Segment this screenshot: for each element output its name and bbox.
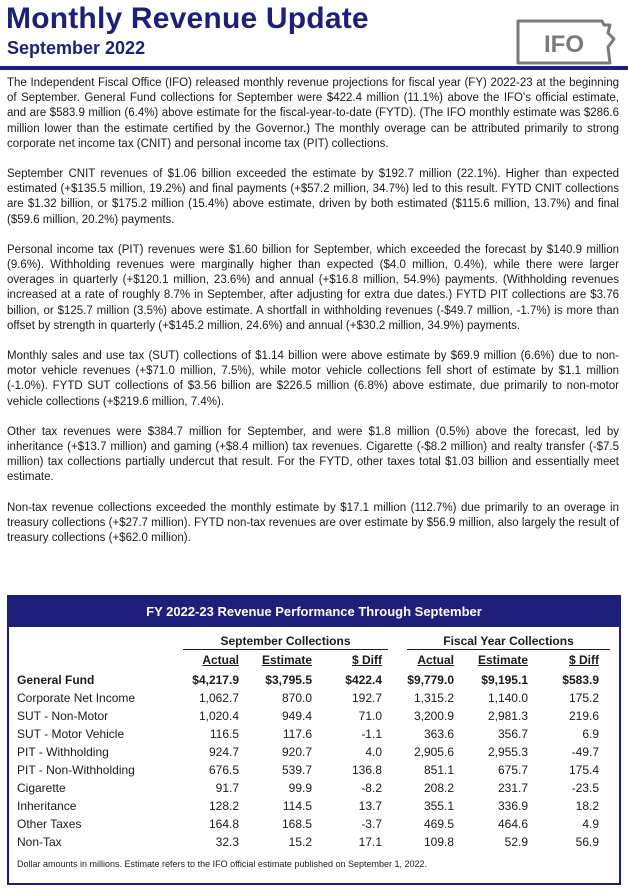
row-label: SUT - Non-Motor [17, 709, 109, 723]
col-header-fy-diff: $ Diff [569, 653, 599, 667]
cell-sep-actual: 1,062.7 [198, 691, 239, 705]
cell-fy-diff: 219.6 [568, 709, 599, 723]
cell-sep-diff: -3.7 [361, 817, 382, 831]
cell-sep-actual: 676.5 [208, 763, 239, 777]
cell-sep-estimate: 99.9 [288, 781, 312, 795]
cell-sep-estimate: 949.4 [281, 709, 312, 723]
col-header-sep-estimate: Estimate [261, 653, 312, 667]
paragraph-cnit: September CNIT revenues of $1.06 billion exceeded the estimate by $192.7 million (22.1%). Higher than expected estimated (+$135.5 million, 19.2%) and final payments (+$57.2 million, 34.7%) led to this result. FYTD CNIT collections are $1.32 billion, or $175.2 million (15.4%) above estimate, driven by both estimated ($115.6 million, 13.7%) and final ($59.6 million, 20.2%) payments. [7, 168, 619, 226]
page-header [0, 0, 628, 68]
cell-sep-estimate: $3,795.5 [265, 673, 312, 687]
cell-sep-estimate: 15.2 [288, 835, 312, 849]
cell-fy-diff: 56.9 [575, 835, 599, 849]
report-body [7, 76, 619, 561]
cell-sep-diff: 4.0 [365, 745, 382, 759]
table-row [9, 781, 619, 798]
paragraph-overview: The Independent Fiscal Office (IFO) released monthly revenue projections for fiscal year (FY) 2022-23 at the beginning of September. General Fund collections for September were $422.4 million (11.1%) above the IFO's official estimate, and are $583.9 million (6.4%) above estimate for the fiscal-year-to-date (FYTD). (The IFO monthly estimate was $286.6 million lower than the estimate certified by the Governor.) The monthly overage can be attributed primarily to strong corporate net income tax (CNIT) and personal income tax (PIT) collections. [7, 77, 619, 150]
cell-sep-diff: 71.0 [358, 709, 382, 723]
cell-fy-estimate: 52.9 [504, 835, 528, 849]
paragraph-pit: Personal income tax (PIT) revenues were $1.60 billion for September, which exceeded the forecast by $140.9 million (9.6%). Withholding revenues were marginally higher than expected ($4.0 million, 0.4%), while there were larger overages in quarterly (+$120.1 million, 23.6%) and annual (+$16.8 million, 54.9%) payments. (Withholding revenues increased at a rate of roughly 8.7% in September, after adjusting for extra due dates.) FYTD PIT collections are $3.76 billion, or $125.7 million (3.5%) above estimate. A shortfall in withholding revenues (-$49.7 million, -1.7%) is more than offset by strength in quarterly (+$145.2 million, 24.6%) and annual (+$30.2 million, 34.9%) payments. [7, 243, 619, 332]
cell-fy-actual: 3,200.9 [413, 709, 454, 723]
table-title: FY 2022-23 Revenue Performance Through September [9, 597, 619, 627]
cell-sep-estimate: 114.5 [282, 799, 312, 813]
cell-fy-actual: 208.2 [423, 781, 454, 795]
ifo-logo-text: IFO [544, 31, 584, 58]
table-row [9, 799, 619, 816]
table-row [9, 745, 619, 762]
ifo-logo [516, 17, 616, 65]
row-label: Cigarette [17, 781, 66, 795]
cell-sep-diff: 17.1 [358, 835, 382, 849]
row-label: Non-Tax [17, 835, 62, 849]
cell-fy-diff: -49.7 [571, 745, 599, 759]
september-collections-header: September Collections [183, 634, 388, 650]
col-header-sep-actual: Actual [202, 653, 239, 667]
table-row [9, 727, 619, 744]
cell-fy-actual: 851.1 [423, 763, 454, 777]
table-row [9, 763, 619, 780]
cell-fy-actual: 469.5 [423, 817, 454, 831]
cell-fy-estimate: 356.7 [497, 727, 528, 741]
row-label: PIT - Withholding [17, 745, 109, 759]
row-label: Inheritance [17, 799, 77, 813]
cell-fy-diff: 4.9 [582, 817, 599, 831]
row-label: General Fund [17, 673, 95, 687]
cell-fy-estimate: $9,195.1 [481, 673, 528, 687]
cell-fy-diff: $583.9 [562, 673, 599, 687]
cell-sep-estimate: 920.7 [281, 745, 312, 759]
cell-sep-diff: -8.2 [361, 781, 382, 795]
cell-sep-diff: 13.7 [358, 799, 382, 813]
header-divider [0, 66, 628, 70]
row-label: Corporate Net Income [17, 691, 136, 705]
cell-sep-actual: 164.8 [208, 817, 239, 831]
table-row [9, 709, 619, 726]
cell-sep-actual: 128.2 [208, 799, 239, 813]
cell-fy-estimate: 231.7 [497, 781, 528, 795]
col-header-sep-diff: $ Diff [352, 653, 382, 667]
cell-sep-diff: -1.1 [361, 727, 382, 741]
cell-sep-estimate: 168.5 [281, 817, 312, 831]
cell-sep-actual: 116.5 [209, 727, 239, 741]
cell-fy-actual: $9,779.0 [407, 673, 454, 687]
cell-sep-actual: 1,020.4 [198, 709, 239, 723]
cell-fy-diff: 175.4 [568, 763, 599, 777]
cell-fy-estimate: 464.6 [497, 817, 528, 831]
page-title: Monthly Revenue Update [6, 2, 369, 35]
row-label: Other Taxes [17, 817, 82, 831]
table-row [9, 817, 619, 834]
cell-fy-estimate: 336.9 [497, 799, 528, 813]
col-header-fy-actual: Actual [417, 653, 454, 667]
cell-sep-actual: 91.7 [215, 781, 239, 795]
table-row [9, 691, 619, 708]
cell-sep-actual: $4,217.9 [192, 673, 239, 687]
cell-fy-diff: -23.5 [571, 781, 599, 795]
paragraph-other-taxes: Other tax revenues were $384.7 million for September, and were $1.8 million (0.5%) above the forecast, led by inheritance (+$13.7 million) and gaming (+$8.4 million) tax revenues. Cigarette (-$8.2 million) and realty transfer (-$7.5 million) tax collections partially undercut that result. For the FYTD, other taxes total $1.03 billion and essentially meet estimate. [7, 425, 619, 484]
cell-sep-diff: 192.7 [351, 691, 382, 705]
cell-fy-actual: 1,315.2 [413, 691, 454, 705]
cell-sep-diff: $422.4 [345, 673, 382, 687]
cell-sep-actual: 924.7 [208, 745, 239, 759]
fiscal-year-collections-header: Fiscal Year Collections [407, 634, 610, 650]
cell-sep-diff: 136.8 [351, 763, 382, 777]
col-header-fy-estimate: Estimate [477, 653, 528, 667]
cell-sep-estimate: 539.7 [281, 763, 312, 777]
cell-fy-actual: 355.1 [423, 799, 454, 813]
page-subtitle: September 2022 [7, 38, 146, 58]
cell-fy-estimate: 675.7 [497, 763, 528, 777]
row-label: SUT - Motor Vehicle [17, 727, 125, 741]
revenue-performance-table [7, 595, 621, 885]
cell-sep-estimate: 870.0 [281, 691, 312, 705]
cell-sep-actual: 32.3 [215, 835, 239, 849]
cell-fy-estimate: 1,140.0 [487, 691, 528, 705]
paragraph-sut: Monthly sales and use tax (SUT) collections of $1.14 billion were above estimate by $69.9 million (6.6%) due to non-motor vehicle revenues (+$71.0 million, 7.5%), while motor vehicle collections fell short of estimate by $1.1 million (-1.0%). FYTD SUT collections of $3.56 billion are $226.5 million (6.8%) above estimate, due primarily to non-motor vehicle collections (+$219.6 million, 7.4%). [7, 350, 619, 408]
table-footnote: Dollar amounts in millions. Estimate refers to the IFO official estimate published on September 1, 2022. [17, 859, 428, 869]
cell-sep-estimate: 117.6 [282, 727, 312, 741]
table-row [9, 835, 619, 852]
cell-fy-actual: 2,905.6 [413, 745, 454, 759]
paragraph-non-tax: Non-tax revenue collections exceeded the monthly estimate by $17.1 million (112.7%) due primarily to an overage in treasury collections (+$27.7 million). FYTD non-tax revenues are over estimate by $56.9 million, also largely the result of treasury collections (+$62.0 million). [7, 501, 620, 545]
cell-fy-estimate: 2,981.3 [487, 709, 528, 723]
cell-fy-diff: 18.2 [575, 799, 599, 813]
cell-fy-estimate: 2,955.3 [487, 745, 528, 759]
cell-fy-diff: 6.9 [582, 727, 599, 741]
table-row [9, 673, 619, 690]
row-label: PIT - Non-Withholding [17, 763, 135, 777]
cell-fy-actual: 363.6 [423, 727, 454, 741]
cell-fy-diff: 175.2 [568, 691, 599, 705]
cell-fy-actual: 109.8 [423, 835, 454, 849]
